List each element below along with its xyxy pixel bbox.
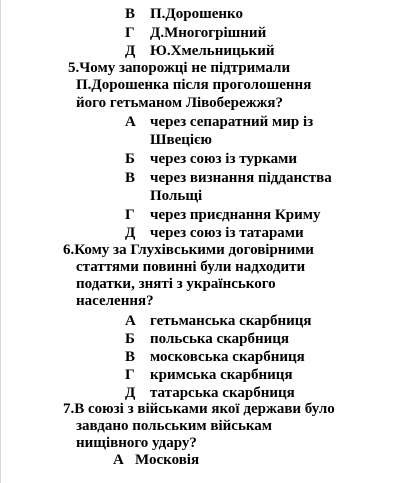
- option-text: Д.Многогрішний: [150, 25, 267, 41]
- option-letter: Г: [125, 25, 135, 41]
- option-text: через союз із турками: [150, 151, 298, 167]
- option-text: через союз із татарами: [150, 225, 304, 241]
- question-text: нищівного удару?: [76, 435, 197, 451]
- option-letter: А: [113, 452, 124, 468]
- option-text: Московія: [135, 452, 200, 468]
- question-text: статтями повинні були надходити: [76, 259, 306, 275]
- question-text: 6.Кому за Глухівськими договірними: [63, 242, 314, 258]
- option-letter: Г: [125, 367, 135, 383]
- option-text: кримська скарбниця: [150, 367, 293, 383]
- question-text: населення?: [76, 293, 154, 309]
- question-text: його гетьманом Лівобережжя?: [76, 95, 284, 111]
- option-letter: Д: [125, 225, 136, 241]
- option-letter: В: [125, 170, 136, 186]
- question-text: 7.В союзі з військами якої держави було: [63, 401, 335, 417]
- option-letter: Б: [125, 331, 135, 347]
- question-text: завдано польським військам: [76, 418, 273, 434]
- option-text: гетьманська скарбниця: [150, 313, 312, 329]
- option-text: П.Дорошенко: [150, 6, 243, 22]
- option-text: через приєднання Криму: [150, 207, 321, 223]
- option-letter: Г: [125, 207, 135, 223]
- option-letter: В: [125, 6, 136, 22]
- page-edge-divider: [0, 0, 1, 483]
- option-letter: Б: [125, 151, 135, 167]
- option-text-continued: Польщі: [150, 188, 203, 204]
- option-letter: А: [125, 313, 136, 329]
- option-letter: А: [125, 114, 136, 130]
- option-text: татарська скарбниця: [150, 385, 295, 401]
- option-letter: В: [125, 349, 136, 365]
- option-text-continued: Швецією: [150, 132, 212, 148]
- option-text: польська скарбниця: [150, 331, 290, 347]
- option-text: через сепаратний мир із: [150, 114, 314, 130]
- option-text: Ю.Хмельницький: [150, 43, 275, 59]
- question-text: податки, зняті з українського: [76, 276, 276, 292]
- question-text: 5.Чому запорожці не підтримали: [68, 60, 291, 76]
- option-text: московська скарбниця: [150, 349, 305, 365]
- option-letter: Д: [125, 385, 136, 401]
- question-text: П.Дорошенка після проголошення: [76, 77, 312, 93]
- option-text: через визнання підданства: [150, 170, 332, 186]
- option-letter: Д: [125, 43, 136, 59]
